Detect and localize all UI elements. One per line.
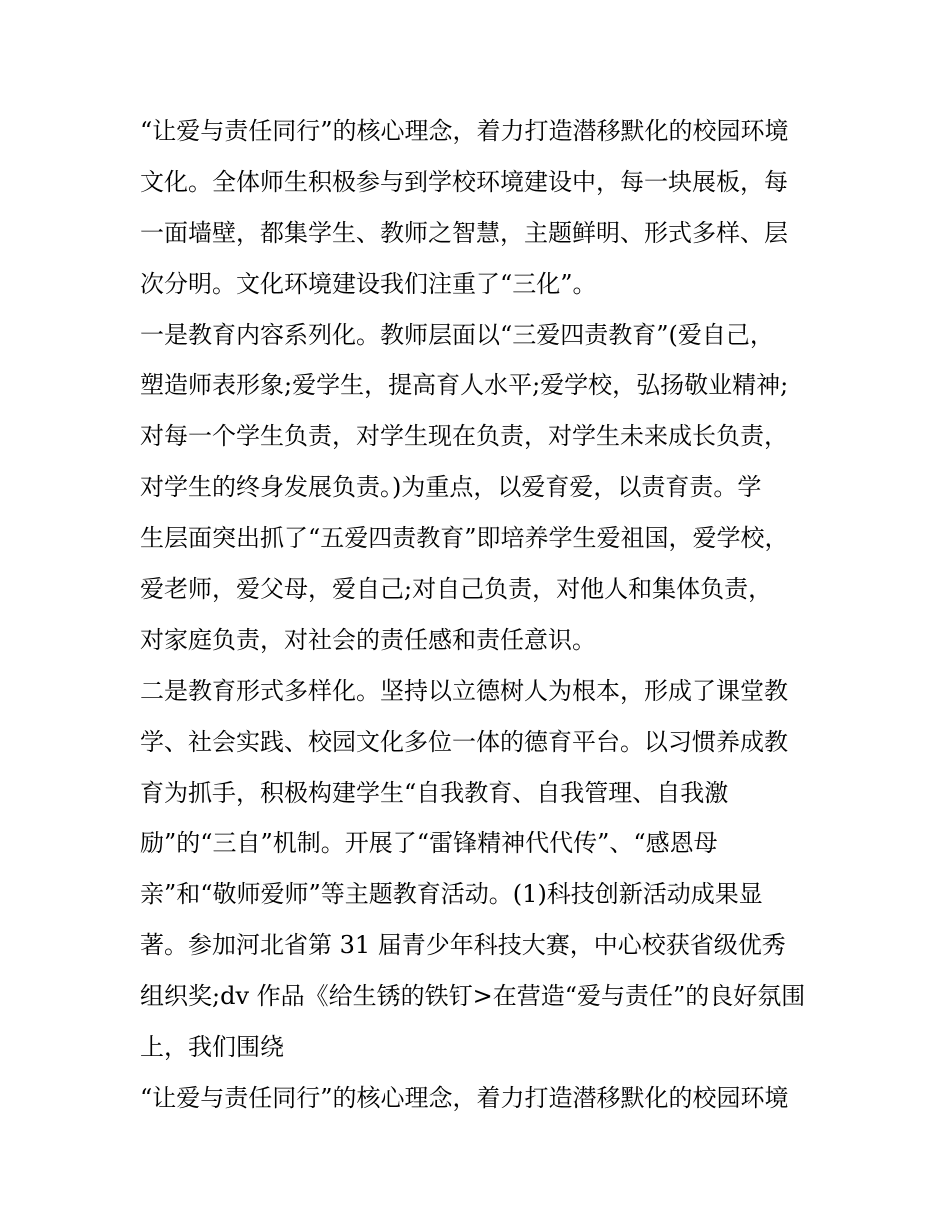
text-line: 励”的“三自”机制。开展了“雷锋精神代代传”、“感恩母 <box>140 829 718 858</box>
text-line: 一是教育内容系列化。教师层面以“三爱四责教育”(爱自己， <box>140 320 774 349</box>
text-line: 对家庭负责，对社会的责任感和责任意识。 <box>140 625 596 654</box>
text-line: 爱老师，爱父母，爱自己;对自己负责，对他人和集体负责， <box>140 575 773 604</box>
text-line: 对学生的终身发展负责。)为重点，以爱育爱，以责育责。学 <box>140 473 762 502</box>
text-line: “让爱与责任同行”的核心理念，着力打造潜移默化的校园环境 <box>140 117 789 145</box>
text-line: 文化。全体师生积极参与到学校环境建设中，每一块展板，每 <box>140 167 788 196</box>
text-line: 上，我们围绕 <box>140 1033 284 1062</box>
text-line: 亲”和“敬师爱师”等主题教育活动。(1)科技创新活动成果显 <box>140 880 763 909</box>
text-line: 著。参加河北省第 31 届青少年科技大赛，中心校获省级优秀 <box>140 931 786 960</box>
text-line: 对每一个学生负责，对学生现在负责，对学生未来成长负责， <box>140 422 788 451</box>
text-line: 一面墙壁，都集学生、教师之智慧，主题鲜明、形式多样、层 <box>140 218 788 247</box>
text-line: “让爱与责任同行”的核心理念，着力打造潜移默化的校园环境 <box>140 1083 789 1112</box>
text-line: 学、社会实践、校园文化多位一体的德育平台。以习惯养成教 <box>140 727 788 756</box>
text-line: 次分明。文化环境建设我们注重了“三化”。 <box>140 269 597 298</box>
text-line: 育为抓手，积极构建学生“自我教育、自我管理、自我激 <box>140 778 729 807</box>
text-line: 生层面突出抓了“五爱四责教育”即培养学生爱祖国，爱学校， <box>140 524 789 553</box>
text-line: 组织奖;dv 作品《给生锈的铁钉>在营造“爱与责任”的良好氛围 <box>140 982 806 1011</box>
document-body <box>140 106 820 1124</box>
text-line: 塑造师表形象;爱学生，提高育人水平;爱学校，弘扬敬业精神; <box>140 371 789 400</box>
text-line: 二是教育形式多样化。坚持以立德树人为根本，形成了课堂教 <box>140 676 788 705</box>
